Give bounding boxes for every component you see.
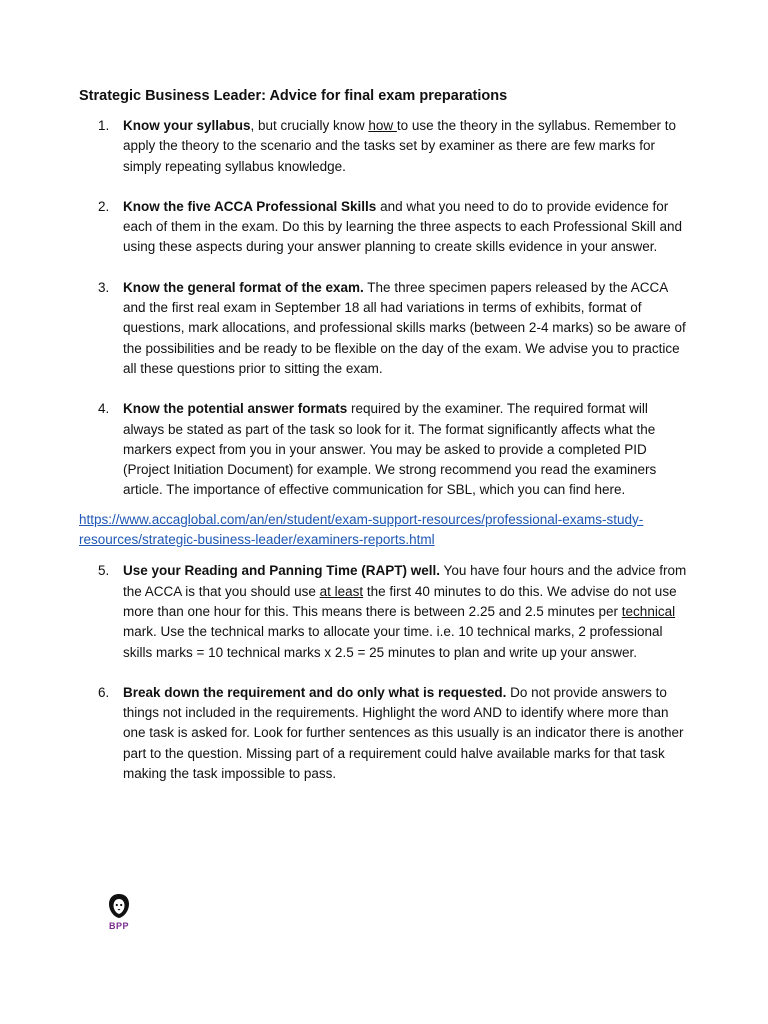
item-number: 1. <box>98 118 110 133</box>
item-number: 6. <box>98 684 110 700</box>
item-text: , but crucially know <box>250 118 369 133</box>
item-heading: Know the five ACCA Professional Skills <box>123 198 377 214</box>
item-text: mark. Use the technical marks to allocate your time. i.e. 10 technical marks, 2 professional skills marks = 10 technical marks x 2.5 = 25 minutes to plan and write up your answer. <box>123 624 663 660</box>
item-text: the first 40 minutes to do this. We advise do not use more than one hour for this. This means there is between 2.25 and 2.5 minutes per <box>123 583 677 619</box>
item-text: Do not provide answers to things not included in the requirements. Highlight the word AND to identify where more than one task is asked for. Look for further sentences as this usually is an indicator there is another part to the question. Missing part of a requirement could halve available marks for that task making the task impossible to pass. <box>123 684 684 782</box>
list-item <box>0 399 691 500</box>
logo-text: BPP <box>108 921 129 931</box>
item-heading: Know the general format of the exam. <box>123 279 364 295</box>
examiners-report-link[interactable]: https://www.accaglobal.com/an/en/student/exam-support-resources/professional-exams-study-resources/strategic-business-leader/examiners-reports.html <box>79 511 644 548</box>
item-text: required by the examiner. The required format will always be stated as part of the task so look for it. The format significantly affects what the markers expect from you in your answer. You may be asked to provide a completed PID (Project Initiation Document) for example. We strong recommend you read the examiners article. The importance of effective communication for SBL, which you can find here. <box>123 401 657 498</box>
list-item <box>0 197 691 258</box>
page-title: Strategic Business Leader: Advice for final exam preparations <box>79 88 508 104</box>
item-heading: Know the potential answer formats <box>123 401 348 417</box>
list-item <box>0 683 691 784</box>
item-text: The three specimen papers released by the ACCA and the first real exam in September 18 all had variations in terms of exhibits, format of questions, mark allocations, and professional skills marks (between 2-4 marks) so be aware of the possibilities and be ready to be flexible on the day of the exam. We advise you to practice all these questions prior to sitting the exam. <box>123 279 686 376</box>
item-text: to use the theory in the syllabus. Remember to apply the theory to the scenario and the tasks set by examiner as there are few marks for simply repeating syllabus knowledge. <box>123 118 677 174</box>
item-heading: Use your Reading and Panning Time (RAPT) well. <box>123 563 441 579</box>
lion-head-icon <box>107 893 131 919</box>
item-number: 4. <box>98 401 110 417</box>
item-heading: Know your syllabus <box>123 118 251 133</box>
item-text: You have four hours and the advice from the ACCA is that you should use <box>123 563 687 599</box>
list-item <box>0 116 691 177</box>
item-emphasis: at least <box>319 583 364 599</box>
bpp-logo <box>104 893 134 932</box>
advice-list <box>0 116 768 784</box>
item-number: 3. <box>98 279 110 295</box>
item-number: 5. <box>98 563 110 579</box>
examiners-report-link-block <box>79 510 699 551</box>
item-emphasis: technical <box>621 603 676 619</box>
item-text: and what you need to do to provide evidence for each of them in the exam. Do this by learning the three aspects to each Professional Skill and using these aspects during your answer planning to create skills evidence in your answer. <box>123 198 683 255</box>
item-number: 2. <box>98 198 110 214</box>
list-item <box>0 278 691 379</box>
list-item <box>0 561 691 662</box>
item-emphasis: how <box>368 118 397 133</box>
item-heading: Break down the requirement and do only what is requested. <box>123 684 507 700</box>
